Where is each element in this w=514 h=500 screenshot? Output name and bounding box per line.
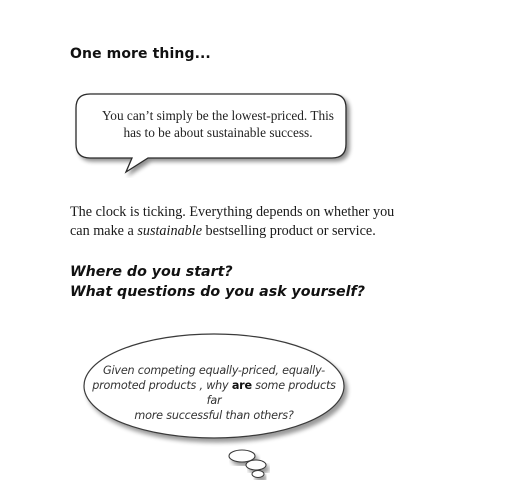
speech-bubble [70,88,360,178]
section-heading: One more thing... [70,46,211,62]
paragraph-line-2-start: can make a [70,223,138,239]
sustainable-emphasis: sustainable [137,223,202,239]
paragraph-line-2-end: bestselling product or service. [202,223,376,239]
speech-line-1: You can’t simply be the lowest-priced. This [102,108,334,123]
speech-line-2: has to be about sustainable success. [123,125,313,140]
thought-line-1: Given competing equally-priced, equally- [103,364,325,377]
speech-bubble-text [90,107,346,141]
question-where-to-start: Where do you start? [70,264,233,280]
thought-line-2-start: promoted products , why [92,379,232,392]
thought-line-3: more successful than others? [134,409,294,422]
question-what-to-ask: What questions do you ask yourself? [70,284,365,300]
paragraph-line-1: The clock is ticking. Everything depends on whether you [70,204,395,220]
thought-bubble-text [90,363,338,423]
intro-paragraph [70,203,430,241]
thought-bubble [70,330,370,480]
are-emphasis: are [231,379,252,392]
thought-line-2-end: some products far [206,379,336,407]
questions-block [70,262,365,302]
